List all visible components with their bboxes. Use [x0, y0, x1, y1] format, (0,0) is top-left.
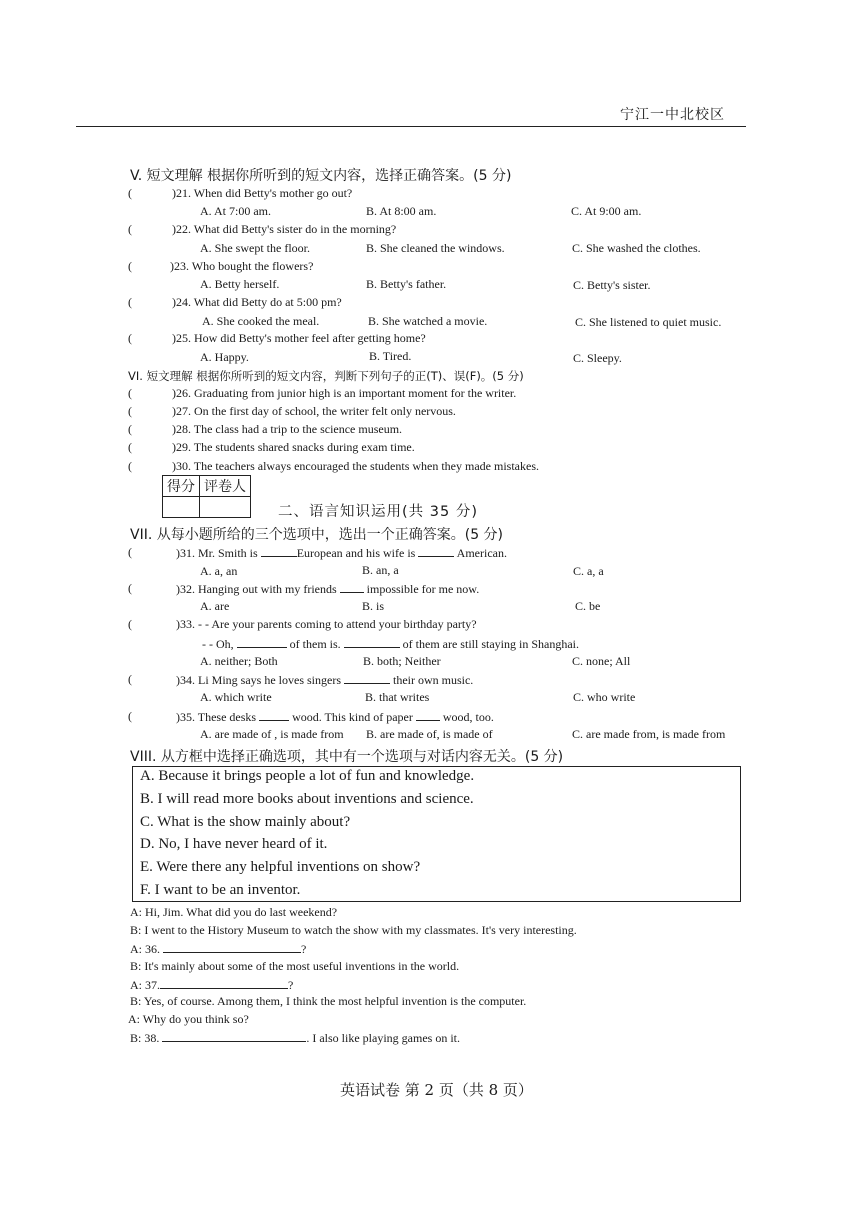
box-option-f: F. I want to be an inventor. — [140, 882, 301, 898]
dialogue-line-4: B: It's mainly about some of the most useful inventions in the world. — [130, 959, 460, 973]
dialogue-line-6: B: Yes, of course. Among them, I think the most helpful invention is the computer. — [130, 994, 527, 1008]
dialogue-line-3 — [130, 941, 306, 957]
option-a: A. a, an — [200, 564, 238, 578]
box-option-d: D. No, I have never heard of it. — [140, 836, 328, 852]
blank-1[interactable] — [340, 581, 364, 593]
question-mid: of them is. — [289, 637, 341, 651]
option-a: A. neither; Both — [200, 654, 278, 668]
option-b: B. are made of, is made of — [366, 727, 493, 741]
dialogue-line-5 — [130, 977, 293, 993]
option-b: B. Betty's father. — [366, 277, 447, 291]
option-b: B. both; Neither — [363, 654, 441, 668]
grader-cell[interactable] — [200, 497, 251, 518]
box-option-b: B. I will read more books about inventions and science. — [140, 791, 474, 807]
option-c: C. Betty's sister. — [573, 278, 651, 292]
answer-paren[interactable]: ( — [128, 581, 132, 595]
option-b: B. is — [362, 599, 385, 613]
box-option-c: C. What is the show mainly about? — [140, 814, 351, 830]
answer-paren[interactable]: ( — [128, 222, 132, 236]
option-c: C. At 9:00 am. — [571, 204, 642, 218]
answer-paren[interactable]: ( — [128, 422, 132, 436]
blank-2[interactable] — [344, 636, 400, 648]
option-a: A. She cooked the meal. — [202, 314, 320, 328]
answer-paren[interactable]: ( — [128, 440, 132, 454]
grader-label: 评卷人 — [200, 476, 251, 497]
answer-paren[interactable]: ( — [128, 259, 132, 273]
blank-1[interactable] — [261, 545, 297, 557]
option-a: A. She swept the floor. — [200, 241, 310, 255]
dialogue-pre: A: 36. — [130, 942, 160, 956]
question-post: impossible for me now. — [366, 582, 480, 596]
question-text: )26. Graduating from junior high is an important moment for the writer. — [172, 386, 517, 400]
question-text: )21. When did Betty's mother go out? — [172, 186, 353, 200]
question-text: )29. The students shared snacks during exam time. — [172, 440, 415, 454]
option-a: A. At 7:00 am. — [200, 204, 271, 218]
question-text — [176, 709, 494, 725]
option-b: B. an, a — [362, 563, 399, 577]
answer-paren[interactable]: ( — [128, 186, 132, 200]
section7-title: VII. 从每小题所给的三个选项中，选出一个正确答案。(5 分) — [130, 527, 504, 543]
dialogue-post: . I also like playing games on it. — [306, 1031, 460, 1045]
question-text: )24. What did Betty do at 5:00 pm? — [172, 295, 342, 309]
option-c: C. She listened to quiet music. — [575, 315, 722, 329]
page-footer: 英语试卷 第 2 页（共 8 页） — [340, 1081, 533, 1099]
score-label: 得分 — [163, 476, 200, 497]
question-mid: wood. This kind of paper — [292, 710, 413, 724]
answer-paren[interactable]: ( — [128, 617, 132, 631]
answer-paren[interactable]: ( — [128, 331, 132, 345]
question-text: )28. The class had a trip to the science museum. — [172, 422, 403, 436]
option-c: C. who write — [573, 690, 636, 704]
section6-title: VI. 短文理解 根据你所听到的短文内容，判断下列句子的正(T)、误(F)。(5 分) — [128, 369, 524, 383]
question-text — [176, 545, 507, 561]
question-mid: European and his wife is — [296, 546, 416, 560]
question-text: )33. - - Are your parents coming to attend your birthday party? — [176, 617, 477, 631]
question-reply — [202, 636, 579, 652]
question-text — [176, 581, 479, 597]
box-option-e: E. Were there any helpful inventions on show? — [140, 859, 421, 875]
answer-paren[interactable]: ( — [128, 459, 132, 473]
dialogue-pre: B: 38. — [130, 1031, 160, 1045]
option-b: B. that writes — [365, 690, 430, 704]
blank-1[interactable] — [344, 672, 390, 684]
question-text: )25. How did Betty's mother feel after getting home? — [172, 331, 426, 345]
option-a: A. which write — [200, 690, 272, 704]
dialogue-pre: A: 37. — [130, 978, 160, 992]
blank-2[interactable] — [418, 545, 454, 557]
answer-paren[interactable]: ( — [128, 386, 132, 400]
option-b: B. At 8:00 am. — [366, 204, 437, 218]
option-c: C. are made from, is made from — [572, 727, 726, 741]
option-c: C. Sleepy. — [573, 351, 622, 365]
option-c: C. She washed the clothes. — [572, 241, 701, 255]
question-pre: - - Oh, — [202, 637, 234, 651]
part2-title: 二、语言知识运用(共 35 分) — [278, 504, 478, 520]
blank-1[interactable] — [237, 636, 287, 648]
dialogue-post: ? — [288, 978, 294, 992]
question-text: )23. Who bought the flowers? — [170, 259, 314, 273]
option-b: B. Tired. — [369, 349, 412, 363]
option-b: B. She watched a movie. — [368, 314, 488, 328]
option-c: C. a, a — [573, 564, 604, 578]
question-post: their own music. — [392, 673, 474, 687]
header-rule — [76, 126, 746, 127]
blank-2[interactable] — [416, 709, 440, 721]
school-name: 宁江一中北校区 — [620, 107, 725, 123]
blank-1[interactable] — [259, 709, 289, 721]
answer-paren[interactable]: ( — [128, 295, 132, 309]
question-post: American. — [456, 546, 507, 560]
blank-36[interactable] — [163, 941, 301, 953]
section5-title: V. 短文理解 根据你所听到的短文内容，选择正确答案。(5 分) — [130, 168, 512, 184]
box-option-a: A. Because it brings people a lot of fun and knowledge. — [140, 768, 475, 784]
score-cell[interactable] — [163, 497, 200, 518]
option-b: B. She cleaned the windows. — [366, 241, 505, 255]
blank-38[interactable] — [162, 1030, 306, 1042]
score-table — [162, 475, 251, 518]
answer-paren[interactable]: ( — [128, 709, 132, 723]
option-c: C. be — [575, 599, 601, 613]
question-pre: )32. Hanging out with my friends — [176, 582, 337, 596]
dialogue-line-8 — [130, 1030, 460, 1046]
question-pre: )34. Li Ming says he loves singers — [176, 673, 341, 687]
option-c: C. none; All — [572, 654, 631, 668]
question-pre: )31. Mr. Smith is — [176, 546, 258, 560]
option-a: A. Betty herself. — [200, 277, 280, 291]
question-text: )30. The teachers always encouraged the students when they made mistakes. — [172, 459, 539, 473]
option-a: A. are made of , is made from — [200, 727, 344, 741]
answer-paren[interactable]: ( — [128, 404, 132, 418]
dialogue-line-1: A: Hi, Jim. What did you do last weekend? — [130, 905, 338, 919]
answer-paren[interactable]: ( — [128, 545, 132, 559]
question-post: of them are still staying in Shanghai. — [402, 637, 579, 651]
blank-37[interactable] — [160, 977, 288, 989]
dialogue-post: ? — [301, 942, 307, 956]
option-a: A. Happy. — [200, 350, 249, 364]
section8-title: VIII. 从方框中选择正确选项，其中有一个选项与对话内容无关。(5 分) — [130, 749, 564, 765]
question-text — [176, 672, 473, 688]
option-a: A. are — [200, 599, 230, 613]
dialogue-line-2: B: I went to the History Museum to watch the show with my classmates. It's very interesting. — [130, 923, 577, 937]
question-pre: )35. These desks — [176, 710, 257, 724]
dialogue-line-7: A: Why do you think so? — [128, 1012, 249, 1026]
question-post: wood, too. — [442, 710, 494, 724]
question-text: )22. What did Betty's sister do in the morning? — [172, 222, 397, 236]
question-text: )27. On the first day of school, the writer felt only nervous. — [172, 404, 456, 418]
answer-paren[interactable]: ( — [128, 672, 132, 686]
